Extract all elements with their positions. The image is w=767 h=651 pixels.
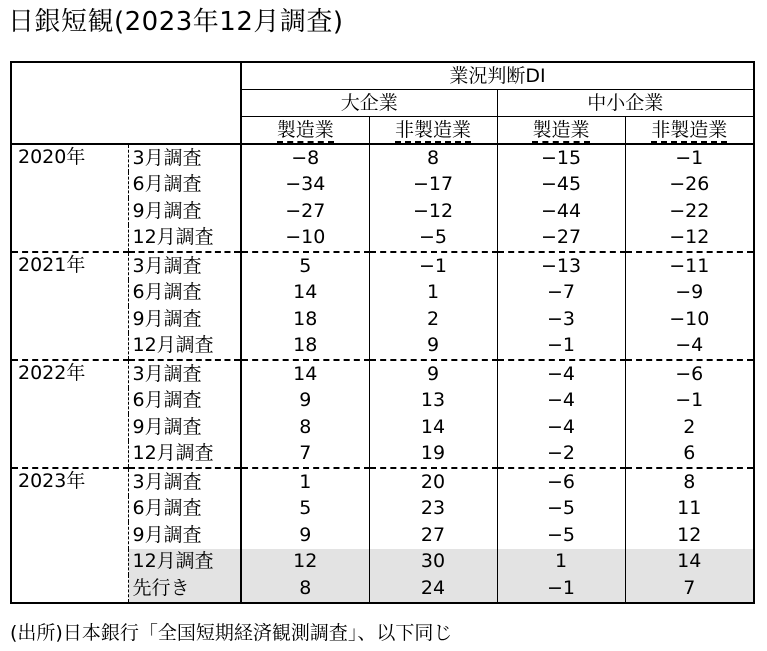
di-value: 1 <box>497 549 625 576</box>
di-value: −5 <box>369 225 497 253</box>
di-value: −12 <box>625 225 754 253</box>
di-value: 9 <box>241 522 369 549</box>
di-value: 6 <box>625 441 754 469</box>
subheader-large-manufacturing: 製造業 <box>241 117 369 145</box>
di-value: 9 <box>241 388 369 415</box>
di-value: 1 <box>241 468 369 496</box>
di-value: −34 <box>241 172 369 199</box>
di-value: 12 <box>241 549 369 576</box>
header-group-large: 大企業 <box>241 90 497 117</box>
di-value: −5 <box>497 522 625 549</box>
di-value: 13 <box>369 388 497 415</box>
di-value: −7 <box>497 280 625 307</box>
survey-label: 9月調査 <box>128 306 241 333</box>
di-value: 24 <box>369 575 497 603</box>
di-value: 14 <box>625 549 754 576</box>
year-label: 2022年 <box>11 360 128 468</box>
di-value: −11 <box>625 252 754 280</box>
di-value: −4 <box>625 333 754 361</box>
di-value: −17 <box>369 172 497 199</box>
di-value: −9 <box>625 280 754 307</box>
di-value: −27 <box>497 225 625 253</box>
di-value: 27 <box>369 522 497 549</box>
di-value: 9 <box>369 333 497 361</box>
di-value: 20 <box>369 468 497 496</box>
di-value: 12 <box>625 522 754 549</box>
di-value: 1 <box>369 280 497 307</box>
survey-label: 6月調査 <box>128 496 241 523</box>
di-value: −5 <box>497 496 625 523</box>
subheader-small-manufacturing: 製造業 <box>497 117 625 145</box>
survey-label: 3月調査 <box>128 360 241 388</box>
di-value: −1 <box>369 252 497 280</box>
di-value: −4 <box>497 360 625 388</box>
survey-label: 9月調査 <box>128 522 241 549</box>
table-body <box>11 144 754 603</box>
di-value: −1 <box>625 144 754 172</box>
di-value: 2 <box>625 414 754 441</box>
year-label: 2021年 <box>11 252 128 360</box>
di-value: 8 <box>241 414 369 441</box>
di-value: −10 <box>241 225 369 253</box>
di-value: 14 <box>241 360 369 388</box>
di-value: −8 <box>241 144 369 172</box>
table-row <box>11 468 754 496</box>
year-label: 2020年 <box>11 144 128 252</box>
survey-label: 3月調査 <box>128 252 241 280</box>
di-value: −12 <box>369 198 497 225</box>
survey-label: 12月調査 <box>128 441 241 469</box>
survey-label: 3月調査 <box>128 468 241 496</box>
di-value: 7 <box>241 441 369 469</box>
di-value: 8 <box>369 144 497 172</box>
survey-label: 6月調査 <box>128 172 241 199</box>
di-value: 5 <box>241 496 369 523</box>
survey-label: 12月調査 <box>128 225 241 253</box>
di-value: −1 <box>497 575 625 603</box>
di-value: −15 <box>497 144 625 172</box>
di-value: −27 <box>241 198 369 225</box>
table-row <box>11 360 754 388</box>
di-value: −13 <box>497 252 625 280</box>
table-row <box>11 144 754 172</box>
di-value: −22 <box>625 198 754 225</box>
di-value: 8 <box>625 468 754 496</box>
survey-label: 12月調査 <box>128 549 241 576</box>
di-value: −44 <box>497 198 625 225</box>
di-value: −2 <box>497 441 625 469</box>
di-value: 5 <box>241 252 369 280</box>
survey-label: 12月調査 <box>128 333 241 361</box>
di-value: −6 <box>625 360 754 388</box>
di-value: −10 <box>625 306 754 333</box>
survey-label: 先行き <box>128 575 241 603</box>
di-value: 19 <box>369 441 497 469</box>
survey-label: 9月調査 <box>128 198 241 225</box>
di-value: 30 <box>369 549 497 576</box>
survey-label: 6月調査 <box>128 280 241 307</box>
di-value: −4 <box>497 414 625 441</box>
di-value: −45 <box>497 172 625 199</box>
year-label: 2023年 <box>18 470 86 492</box>
source-footnote: (出所)日本銀行「全国短期経済観測調査」、以下同じ <box>10 622 453 644</box>
subheader-large-non-manufacturing: 非製造業 <box>369 117 497 145</box>
page-title: 日銀短観(2023年12月調査) <box>8 7 344 37</box>
di-value: 14 <box>369 414 497 441</box>
di-value: −1 <box>625 388 754 415</box>
survey-label: 6月調査 <box>128 388 241 415</box>
di-value: −1 <box>497 333 625 361</box>
table-row <box>11 252 754 280</box>
header-group-small-medium: 中小企業 <box>497 90 754 117</box>
di-value: −3 <box>497 306 625 333</box>
di-value: 9 <box>369 360 497 388</box>
di-value: 18 <box>241 306 369 333</box>
survey-label: 9月調査 <box>128 414 241 441</box>
di-value: 2 <box>369 306 497 333</box>
di-value: 8 <box>241 575 369 603</box>
di-value: −26 <box>625 172 754 199</box>
subheader-small-non-manufacturing: 非製造業 <box>625 117 754 145</box>
di-value: 11 <box>625 496 754 523</box>
header-corner <box>11 62 241 144</box>
header-business-conditions-di: 業況判断DI <box>241 62 754 90</box>
di-value: 23 <box>369 496 497 523</box>
di-value: −4 <box>497 388 625 415</box>
survey-label: 3月調査 <box>128 144 241 172</box>
di-value: 14 <box>241 280 369 307</box>
tankan-di-table <box>10 61 755 604</box>
di-value: 18 <box>241 333 369 361</box>
di-value: 7 <box>625 575 754 603</box>
di-value: −6 <box>497 468 625 496</box>
